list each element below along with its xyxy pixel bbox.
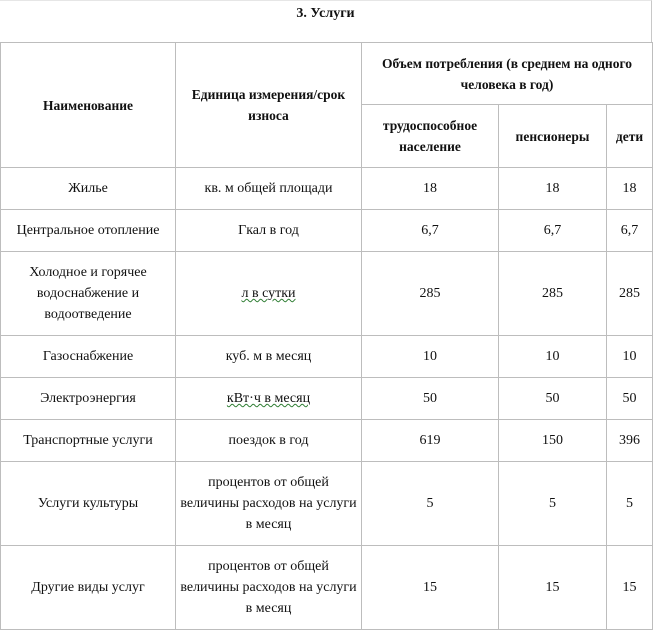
header-name: Наименование [1, 43, 176, 168]
row-children: 5 [607, 462, 653, 546]
row-name: Жилье [1, 168, 176, 210]
table-row [1, 420, 653, 462]
row-working: 10 [362, 336, 499, 378]
row-pensioners: 10 [499, 336, 607, 378]
header-pensioners: пенсионеры [499, 105, 607, 168]
table-row [1, 462, 653, 546]
row-working: 15 [362, 546, 499, 630]
table-row [1, 210, 653, 252]
row-name: Электроэнергия [1, 378, 176, 420]
header-consumption: Объем потребления (в среднем на одного человека в год) [362, 43, 653, 105]
row-unit [176, 378, 362, 420]
table-row [1, 378, 653, 420]
row-working: 285 [362, 252, 499, 336]
row-children: 396 [607, 420, 653, 462]
row-unit: поездок в год [176, 420, 362, 462]
row-children: 6,7 [607, 210, 653, 252]
section-title: 3. Услуги [0, 0, 652, 43]
table-row [1, 168, 653, 210]
row-unit [176, 252, 362, 336]
row-name: Транспортные услуги [1, 420, 176, 462]
row-name: Другие виды услуг [1, 546, 176, 630]
row-children: 285 [607, 252, 653, 336]
table-row [1, 336, 653, 378]
row-children: 18 [607, 168, 653, 210]
row-pensioners: 18 [499, 168, 607, 210]
row-pensioners: 15 [499, 546, 607, 630]
row-working: 5 [362, 462, 499, 546]
row-name: Газоснабжение [1, 336, 176, 378]
row-children: 15 [607, 546, 653, 630]
row-working: 18 [362, 168, 499, 210]
row-children: 50 [607, 378, 653, 420]
row-pensioners: 150 [499, 420, 607, 462]
header-children: дети [607, 105, 653, 168]
row-unit-text: л в сутки [241, 286, 296, 301]
header-unit: Единица измерения/срок износа [176, 43, 362, 168]
table-row [1, 252, 653, 336]
services-table [0, 42, 653, 630]
row-unit: процентов от общей величины расходов на услуги в месяц [176, 546, 362, 630]
row-name: Услуги культуры [1, 462, 176, 546]
header-working: трудоспособное население [362, 105, 499, 168]
row-unit: Гкал в год [176, 210, 362, 252]
table-row [1, 546, 653, 630]
row-working: 619 [362, 420, 499, 462]
row-working: 50 [362, 378, 499, 420]
row-pensioners: 6,7 [499, 210, 607, 252]
row-working: 6,7 [362, 210, 499, 252]
row-children: 10 [607, 336, 653, 378]
row-unit: куб. м в месяц [176, 336, 362, 378]
row-pensioners: 5 [499, 462, 607, 546]
row-name: Центральное отопление [1, 210, 176, 252]
row-unit-text: кВт·ч в месяц [226, 391, 311, 406]
row-name: Холодное и горячее водоснабжение и водоотведение [1, 252, 176, 336]
row-unit: процентов от общей величины расходов на услуги в месяц [176, 462, 362, 546]
row-unit: кв. м общей площади [176, 168, 362, 210]
row-pensioners: 50 [499, 378, 607, 420]
row-pensioners: 285 [499, 252, 607, 336]
